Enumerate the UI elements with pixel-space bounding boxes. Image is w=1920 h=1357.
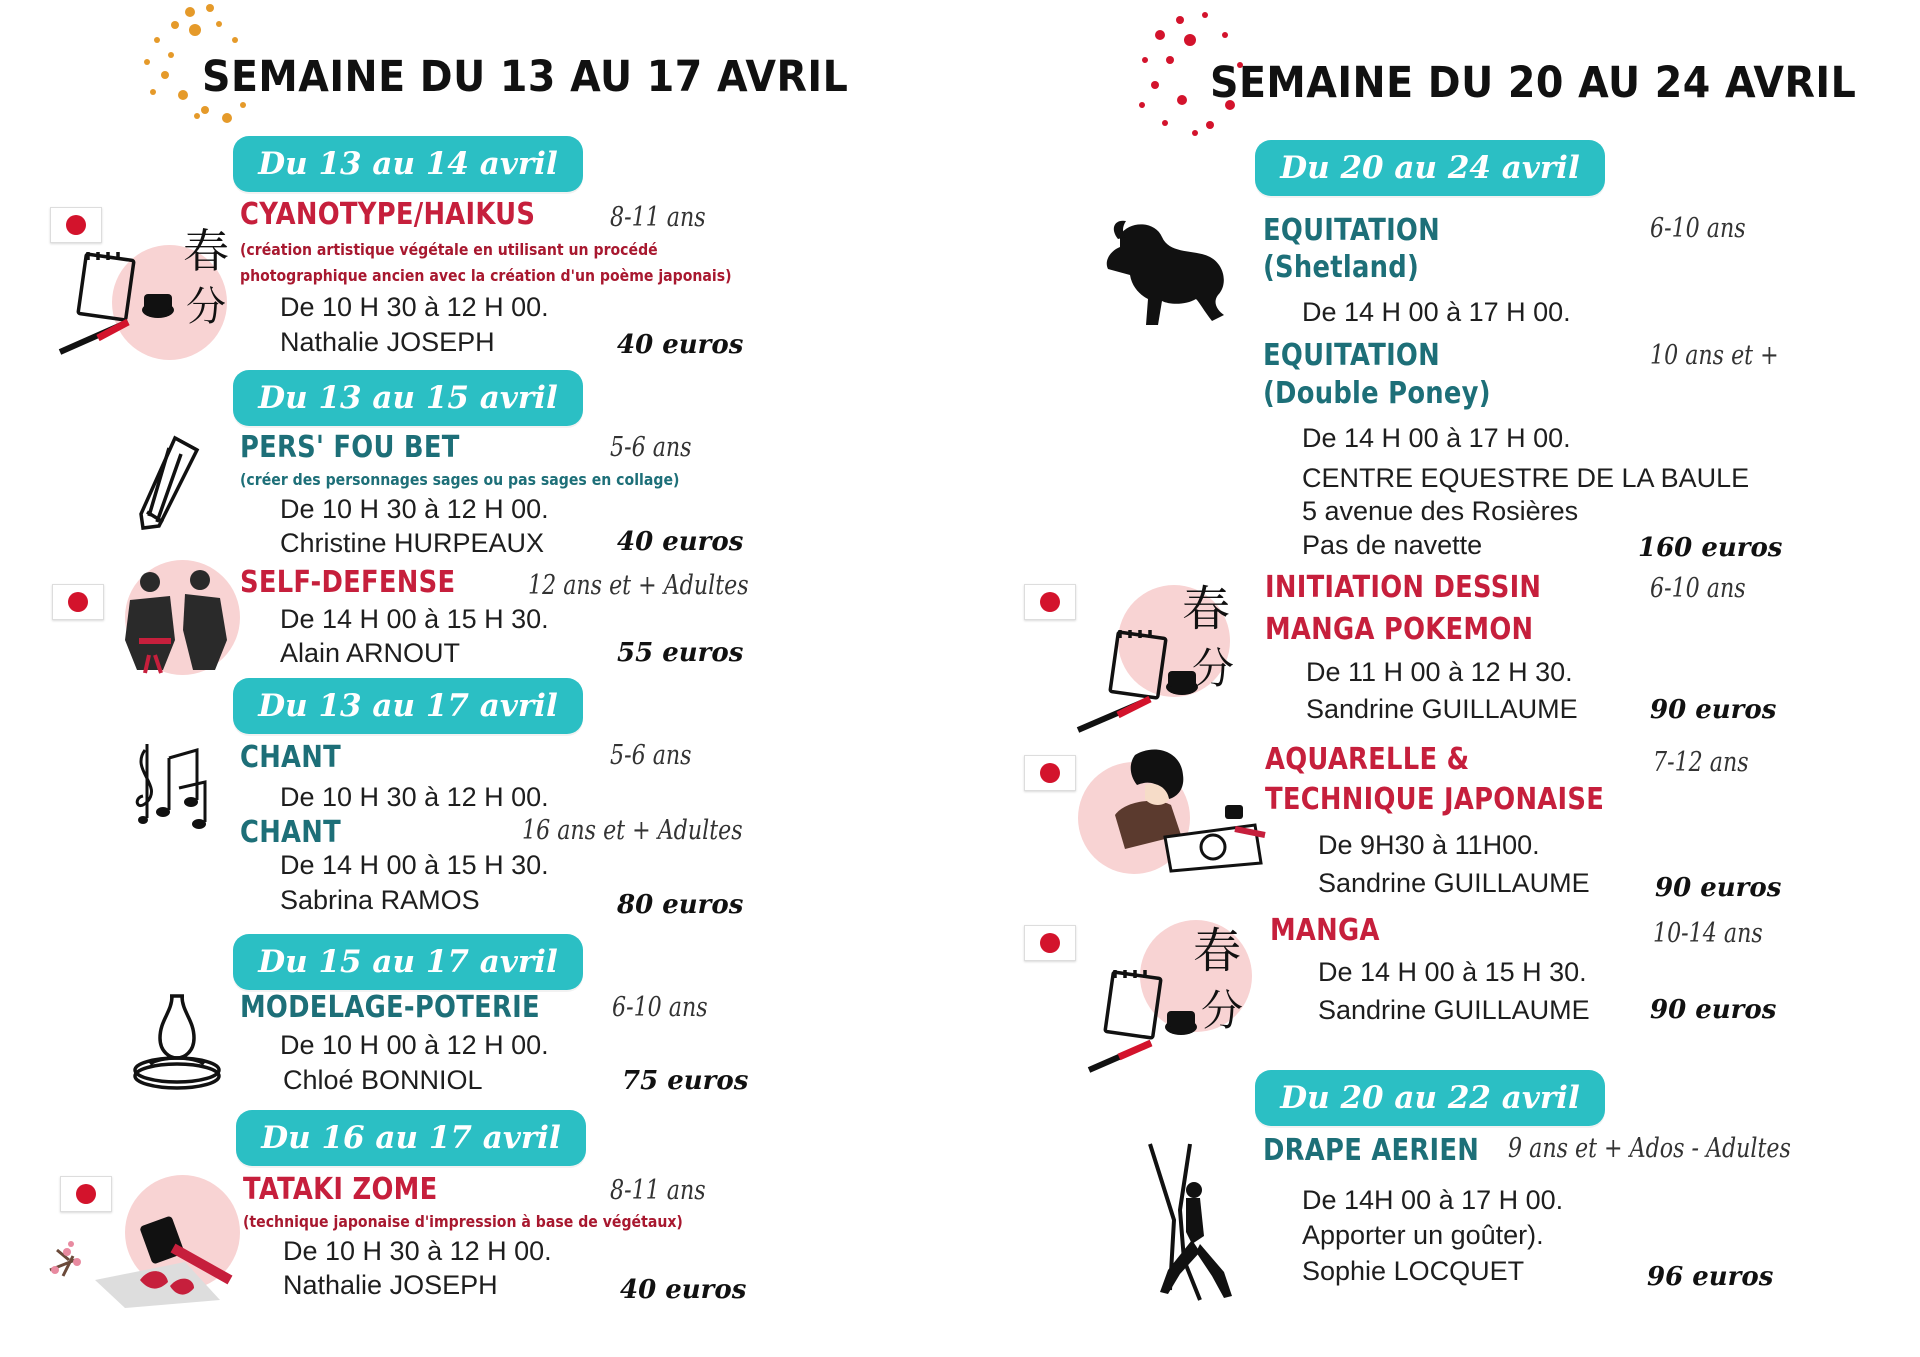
equitation2-age: 10 ans et + (1650, 340, 1779, 371)
manga-pokemon-price: 90 euros (1650, 695, 1777, 725)
selfdefense-time: De 14 H 00 à 15 H 30. (280, 604, 549, 634)
drape-teacher: Sophie LOCQUET (1302, 1256, 1525, 1286)
equitation1-subtitle: (Shetland) (1263, 250, 1420, 285)
poterie-price: 75 euros (622, 1066, 749, 1096)
chant1-time: De 10 H 30 à 12 H 00. (280, 782, 549, 812)
selfdefense-teacher: Alain ARNOUT (280, 638, 461, 668)
kanji-spring-icon: 春 (1182, 581, 1231, 637)
aquarelle-subtitle: TECHNIQUE JAPONAISE (1265, 782, 1605, 817)
drape-price: 96 euros (1647, 1262, 1774, 1292)
equitation2-shuttle: Pas de navette (1302, 530, 1483, 560)
tataki-age: 8-11 ans (610, 1175, 706, 1206)
equitation2-time: De 14 H 00 à 17 H 00. (1302, 423, 1571, 453)
activity-poterie-title: MODELAGE-POTERIE (240, 990, 540, 1025)
equitation2-subtitle: (Double Poney) (1263, 376, 1491, 411)
period-pill-16-17: Du 16 au 17 avril (236, 1110, 586, 1166)
period-pill-20-22: Du 20 au 22 avril (1255, 1070, 1605, 1126)
kanji-spring-icon: 春 (1193, 923, 1242, 979)
japan-flag-icon (1024, 584, 1076, 620)
equitation2-price: 160 euros (1638, 533, 1783, 563)
calligraphy-notebook-icon (1070, 565, 1265, 735)
week1-title: SEMAINE DU 13 AU 17 AVRIL (202, 52, 849, 102)
activity-tataki-title: TATAKI ZOME (243, 1172, 438, 1207)
week2-title: SEMAINE DU 20 AU 24 AVRIL (1210, 58, 1857, 108)
poterie-teacher: Chloé BONNIOL (283, 1065, 483, 1095)
japan-flag-icon (1024, 755, 1076, 791)
chant2-time: De 14 H 00 à 15 H 30. (280, 850, 549, 880)
cyanotype-teacher: Nathalie JOSEPH (280, 327, 495, 357)
equitation1-time: De 14 H 00 à 17 H 00. (1302, 297, 1571, 327)
equitation2-address: 5 avenue des Rosières (1302, 496, 1579, 526)
pottery-vase-icon (130, 990, 225, 1095)
manga-age: 10-14 ans (1653, 918, 1763, 949)
cyanotype-desc-line1: (création artistique végétale en utilisant un procédé (240, 240, 658, 259)
manga-teacher: Sandrine GUILLAUME (1318, 995, 1590, 1025)
activity-equitation1-title: EQUITATION (1263, 213, 1440, 248)
tataki-time: De 10 H 30 à 12 H 00. (283, 1236, 552, 1266)
selfdefense-age: 12 ans et + Adultes (528, 570, 749, 601)
kanji-bun-icon: 分 (186, 284, 226, 330)
period-pill-15-17: Du 15 au 17 avril (233, 934, 583, 990)
activity-aquarelle-title: AQUARELLE & (1265, 742, 1470, 777)
persfoubet-desc: (créer des personnages sages ou pas sages en collage) (240, 470, 680, 489)
equitation1-age: 6-10 ans (1650, 213, 1746, 244)
tataki-price: 40 euros (620, 1275, 747, 1305)
kanji-bun-icon: 分 (1192, 644, 1235, 693)
persfoubet-age: 5-6 ans (610, 432, 692, 463)
japan-flag-icon (52, 584, 104, 620)
activity-manga-title: MANGA (1270, 913, 1380, 948)
persfoubet-teacher: Christine HURPEAUX (280, 528, 545, 558)
cyanotype-price: 40 euros (617, 330, 744, 360)
activity-persfoubet-title: PERS' FOU BET (240, 430, 460, 465)
drape-age: 9 ans et + Ados - Adultes (1508, 1133, 1791, 1164)
persfoubet-time: De 10 H 30 à 12 H 00. (280, 494, 549, 524)
cyanotype-age: 8-11 ans (610, 202, 706, 233)
period-pill-13-15: Du 13 au 15 avril (233, 370, 583, 426)
activity-selfdefense-title: SELF-DEFENSE (240, 565, 456, 600)
manga-pokemon-teacher: Sandrine GUILLAUME (1306, 694, 1578, 724)
pencil-icon (135, 430, 205, 535)
calligraphy-notebook-icon (1085, 905, 1275, 1075)
tataki-hammer-leaf-icon (45, 1200, 240, 1310)
manga-price: 90 euros (1650, 995, 1777, 1025)
poterie-age: 6-10 ans (612, 992, 708, 1023)
chant2-price: 80 euros (617, 890, 744, 920)
aquarelle-age: 7-12 ans (1653, 747, 1749, 778)
horse-icon (1100, 215, 1230, 330)
selfdefense-price: 55 euros (617, 638, 744, 668)
manga-time: De 14 H 00 à 15 H 30. (1318, 957, 1587, 987)
cyanotype-time: De 10 H 30 à 12 H 00. (280, 292, 549, 322)
equitation2-place: CENTRE EQUESTRE DE LA BAULE (1302, 463, 1750, 493)
period-pill-13-14: Du 13 au 14 avril (233, 136, 583, 192)
activity-chant2-title: CHANT (240, 815, 341, 850)
kanji-spring-icon: 春 (183, 224, 229, 278)
kanji-bun-icon: 分 (1201, 986, 1244, 1035)
period-pill-13-17: Du 13 au 17 avril (233, 678, 583, 734)
drape-note: Apporter un goûter). (1302, 1220, 1544, 1250)
self-defense-fighters-icon (115, 570, 240, 675)
aquarelle-teacher: Sandrine GUILLAUME (1318, 868, 1590, 898)
aquarelle-price: 90 euros (1655, 873, 1782, 903)
manga-pokemon-age: 6-10 ans (1650, 573, 1746, 604)
cyanotype-desc-line2: photographique ancien avec la création d'un poème japonais) (240, 266, 732, 285)
tataki-desc: (technique japonaise d'impression à base de végétaux) (243, 1212, 683, 1231)
japan-flag-icon (1024, 925, 1076, 961)
period-pill-20-24: Du 20 au 24 avril (1255, 140, 1605, 196)
music-notes-icon (125, 740, 210, 830)
chant2-teacher: Sabrina RAMOS (280, 885, 480, 915)
activity-equitation2-title: EQUITATION (1263, 338, 1440, 373)
drape-time: De 14H 00 à 17 H 00. (1302, 1185, 1564, 1215)
activity-manga-pokemon-title: INITIATION DESSIN (1265, 570, 1542, 605)
girl-drawing-icon (1085, 745, 1265, 875)
aquarelle-time: De 9H30 à 11H00. (1318, 830, 1540, 860)
tataki-teacher: Nathalie JOSEPH (283, 1270, 498, 1300)
manga-pokemon-time: De 11 H 00 à 12 H 30. (1306, 657, 1573, 687)
persfoubet-price: 40 euros (617, 527, 744, 557)
activity-chant1-title: CHANT (240, 740, 341, 775)
chant2-age: 16 ans et + Adultes (522, 815, 743, 846)
manga-pokemon-subtitle: MANGA POKEMON (1265, 612, 1534, 647)
poterie-time: De 10 H 00 à 12 H 00. (280, 1030, 549, 1060)
calligraphy-notebook-icon (58, 212, 238, 362)
activity-drape-title: DRAPE AERIEN (1263, 1133, 1480, 1168)
aerial-silk-dancer-icon (1140, 1140, 1240, 1305)
activity-cyanotype-title: CYANOTYPE/HAIKUS (240, 197, 536, 232)
chant1-age: 5-6 ans (610, 740, 692, 771)
